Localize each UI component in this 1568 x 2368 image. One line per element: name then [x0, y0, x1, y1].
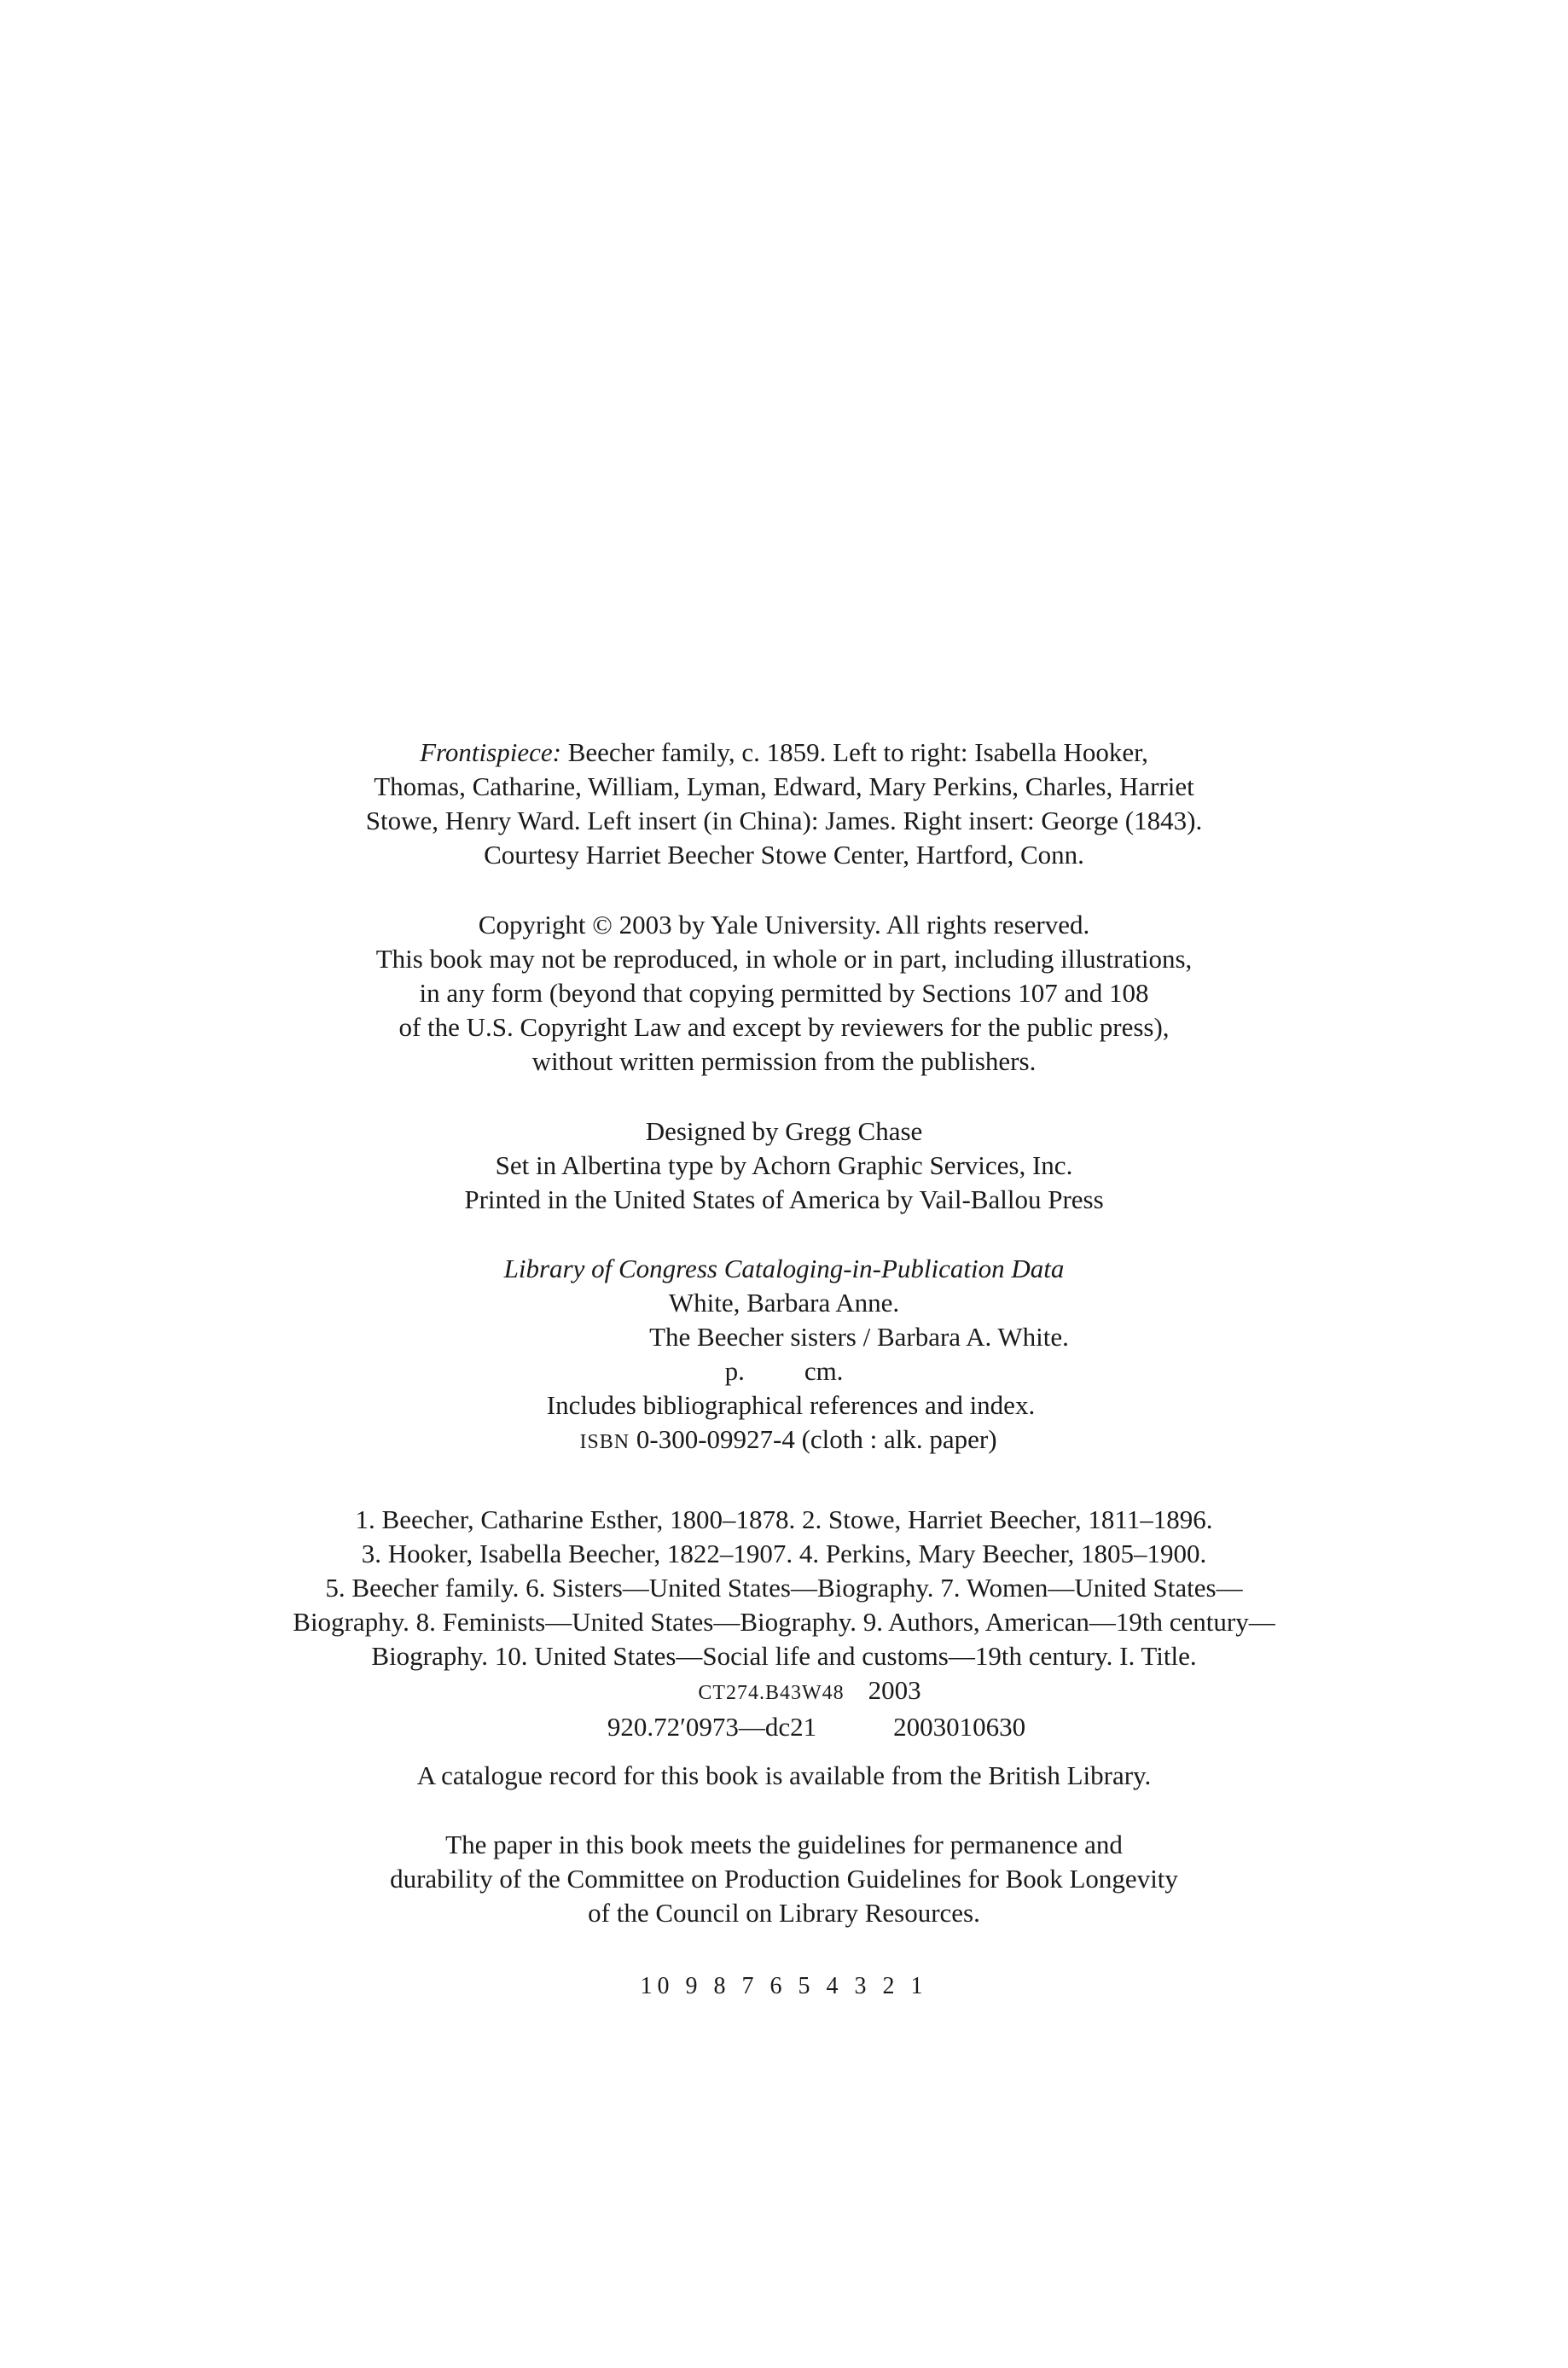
cip-pages: p.: [724, 1356, 745, 1386]
copyright-line: Copyright © 2003 by Yale University. All rights reserved.: [478, 910, 1090, 940]
paper-line: of the Council on Library Resources.: [588, 1898, 980, 1928]
isbn-label: ISBN: [579, 1431, 630, 1453]
lc-year: 2003: [868, 1675, 921, 1705]
copyright-line: in any form (beyond that copying permitted by Sections 107 and 108: [419, 978, 1149, 1008]
copyright-line: without written permission from the publishers.: [531, 1046, 1037, 1076]
frontispiece-line-2: Thomas, Catharine, William, Lyman, Edward, Mary Perkins, Charles, Harriet: [374, 771, 1194, 801]
british-library-note: [0, 1759, 1568, 1793]
frontispiece-label: Frontispiece:: [420, 737, 561, 767]
lccn: 2003010630: [893, 1712, 1026, 1742]
printer-key-numbers: 10 9 8 7 6 5 4 3 2 1: [640, 1973, 928, 1999]
lc-class-number: CT274.B43W48: [698, 1682, 845, 1704]
copyright-line: of the U.S. Copyright Law and except by reviewers for the public press),: [398, 1012, 1170, 1042]
cip-isbn: [0, 1423, 1568, 1459]
paper-line: The paper in this book meets the guidelines for permanence and: [445, 1830, 1123, 1859]
subject-line: Biography. 8. Feminists—United States—Biography. 9. Authors, American—19th century—: [293, 1607, 1275, 1637]
isbn-value: 0-300-09927-4 (cloth : alk. paper): [630, 1424, 997, 1454]
lc-classification: [0, 1673, 1568, 1710]
frontispiece-line-1: [0, 736, 1568, 770]
subject-headings: [0, 1503, 1568, 1744]
design-credit-line: Designed by Gregg Chase: [645, 1116, 923, 1146]
subject-line: 5. Beecher family. 6. Sisters—United States—Biography. 7. Women—United States—: [325, 1573, 1243, 1603]
copyright-notice: [0, 908, 1568, 1079]
frontispiece-line-1-text: Beecher family, c. 1859. Left to right: Isabella Hooker,: [560, 737, 1148, 767]
design-credit-line: Printed in the United States of America by Vail-Ballou Press: [464, 1184, 1104, 1214]
cip-author: White, Barbara Anne.: [668, 1288, 900, 1318]
printer-key: [0, 1969, 1568, 2004]
frontispiece-line-3: Stowe, Henry Ward. Left insert (in China): James. Right insert: George (1843).: [365, 806, 1203, 835]
subject-line: Biography. 10. United States—Social life and customs—19th century. I. Title.: [371, 1641, 1197, 1671]
frontispiece-caption: [0, 736, 1568, 872]
dewey-number: 920.72′0973—dc21: [607, 1712, 817, 1742]
design-credit-line: Set in Albertina type by Achorn Graphic Services, Inc.: [495, 1150, 1073, 1180]
cip-data: [0, 1252, 1568, 1459]
design-credits: [0, 1114, 1568, 1217]
cip-heading: Library of Congress Cataloging-in-Publication Data: [503, 1254, 1065, 1283]
copyright-line: This book may not be reproduced, in whole or in part, including illustrations,: [375, 944, 1193, 974]
paper-permanence-note: [0, 1828, 1568, 1930]
dewey-and-lccn: [0, 1710, 1568, 1744]
paper-line: durability of the Committee on Production Guidelines for Book Longevity: [390, 1864, 1178, 1894]
british-library-line: A catalogue record for this book is available from the British Library.: [416, 1760, 1152, 1790]
cip-cm: cm.: [804, 1356, 844, 1386]
cip-notes: Includes bibliographical references and index.: [546, 1390, 1036, 1420]
cip-physical: [0, 1354, 1568, 1388]
subject-line: 1. Beecher, Catharine Esther, 1800–1878. 2. Stowe, Harriet Beecher, 1811–1896.: [355, 1504, 1213, 1534]
cip-title: The Beecher sisters / Barbara A. White.: [649, 1322, 1069, 1352]
frontispiece-line-4: Courtesy Harriet Beecher Stowe Center, Hartford, Conn.: [484, 840, 1084, 870]
subject-line: 3. Hooker, Isabella Beecher, 1822–1907. 4. Perkins, Mary Beecher, 1805–1900.: [361, 1539, 1207, 1568]
